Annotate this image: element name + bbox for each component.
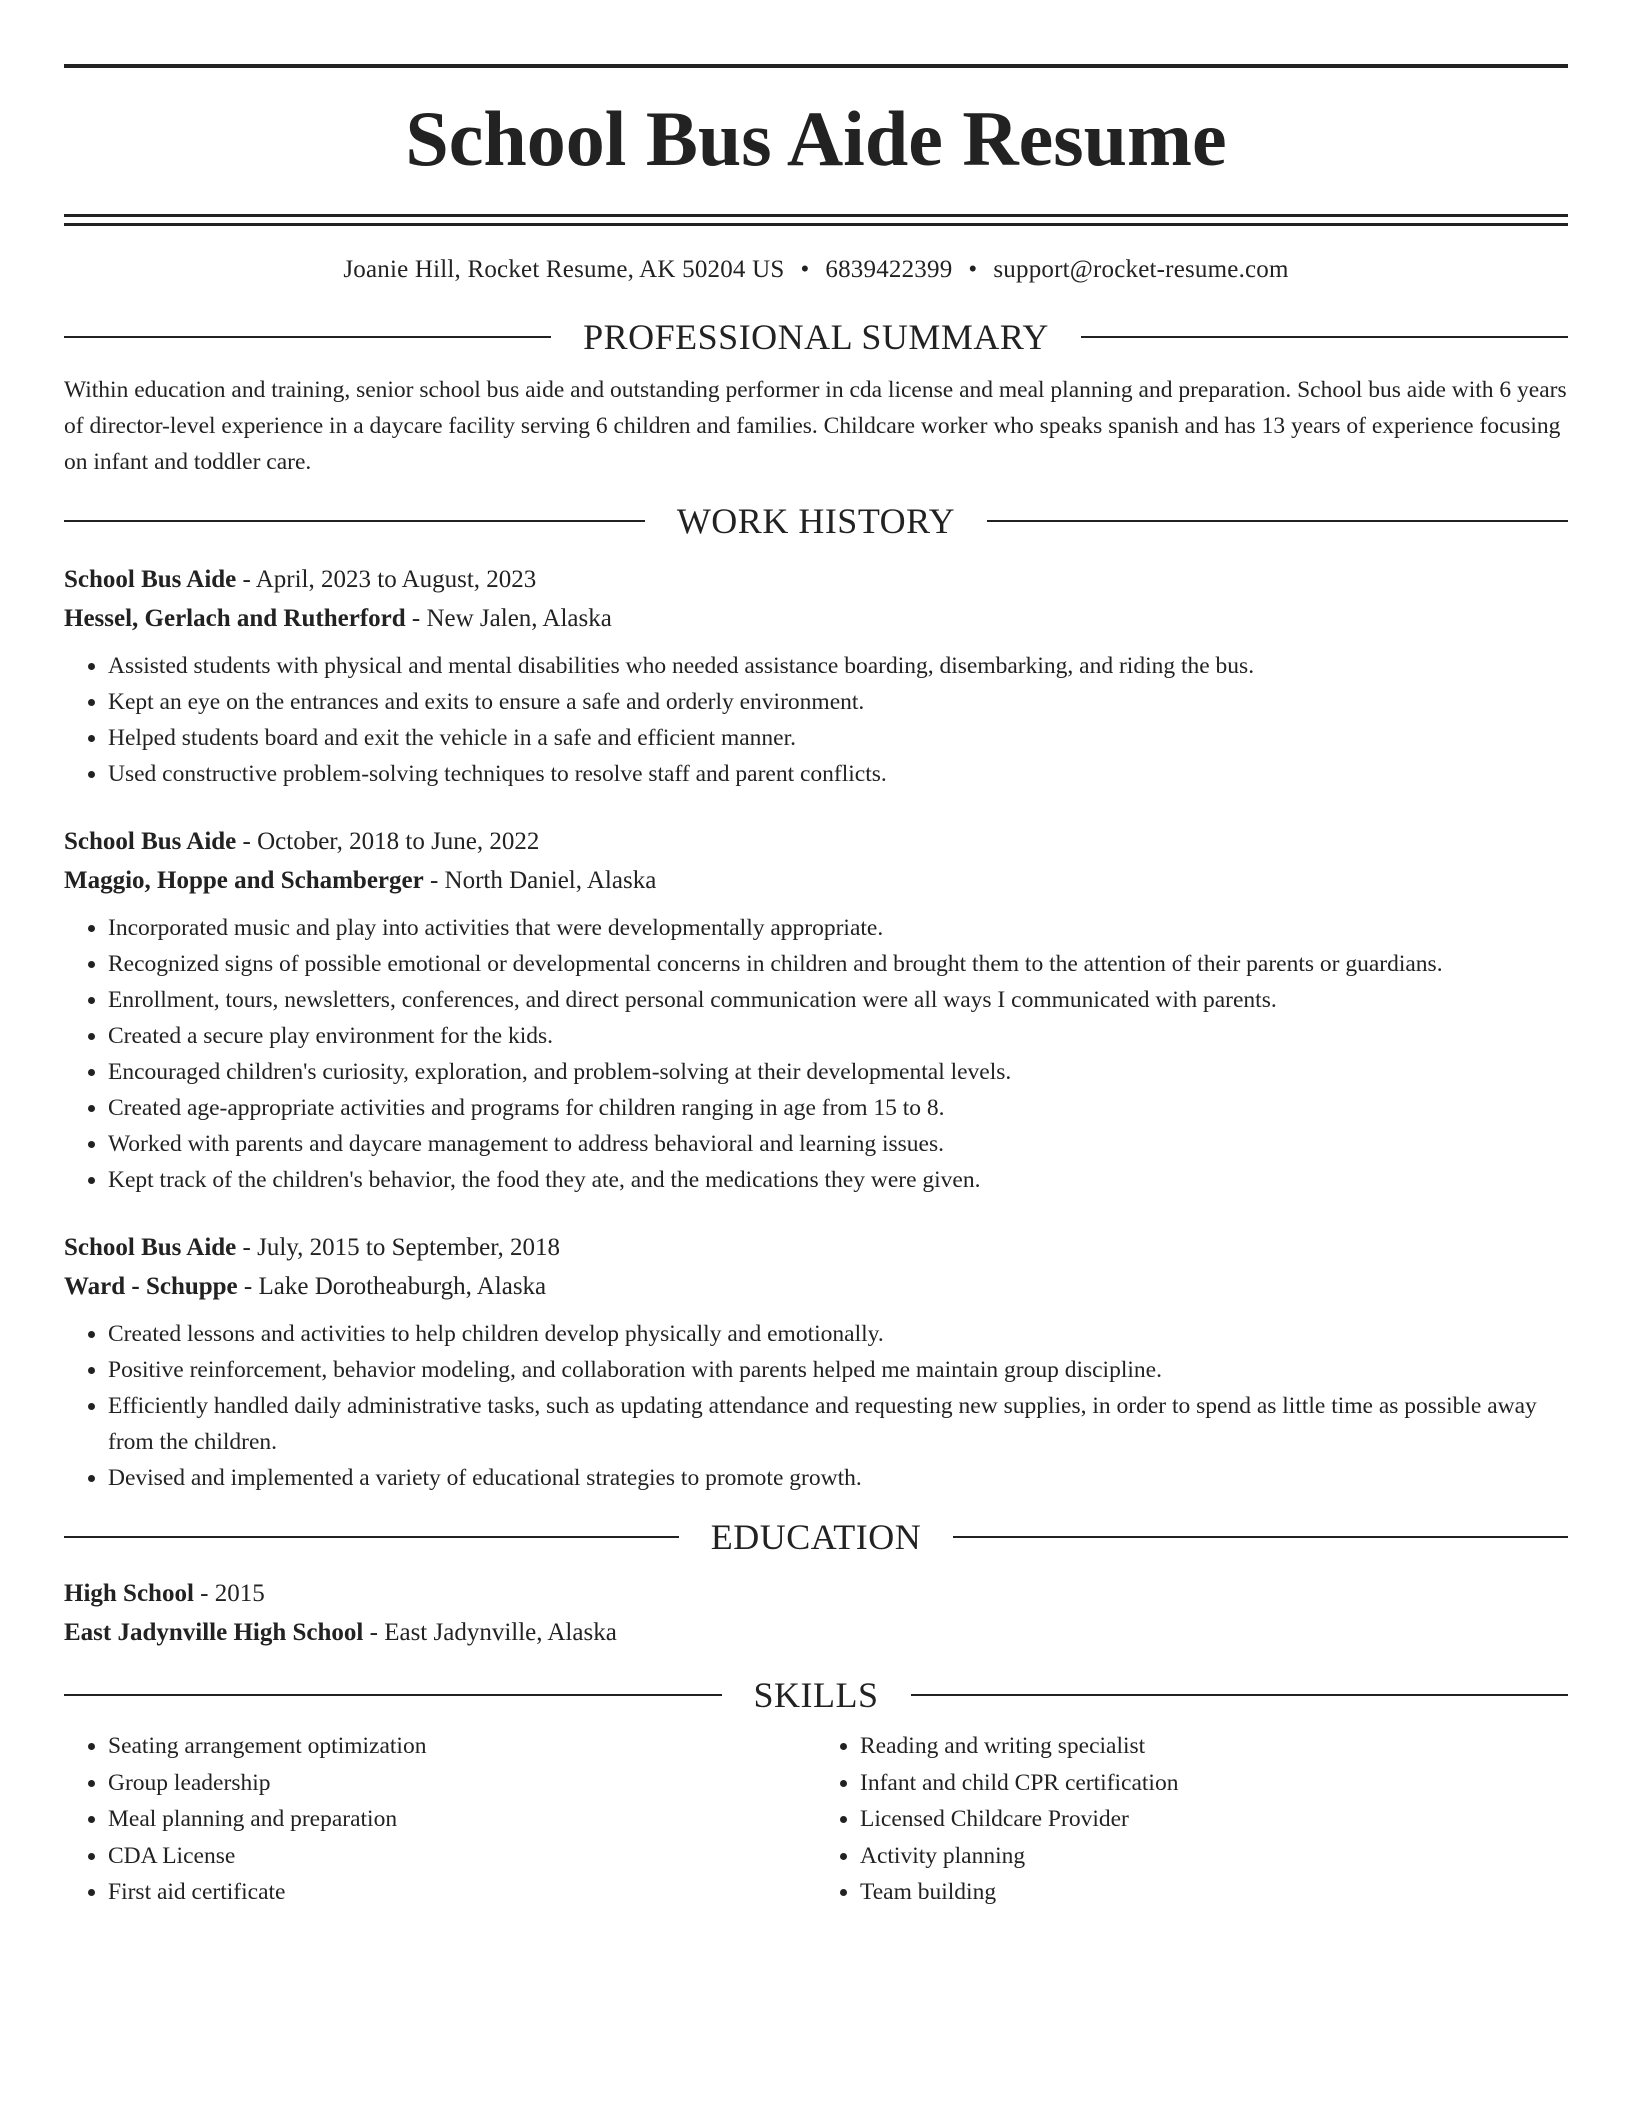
job-company: Maggio, Hoppe and Schamberger (64, 867, 424, 894)
divider (64, 336, 551, 338)
work-section-heading (64, 498, 1568, 544)
job-location: - Lake Dorotheaburgh, Alaska (237, 1273, 547, 1300)
education-school: East Jadynville High School (64, 1619, 364, 1646)
education-year: - 2015 (193, 1580, 265, 1607)
contact-address: Joanie Hill, Rocket Resume, AK 50204 US (343, 256, 785, 283)
job-dates: - July, 2015 to September, 2018 (236, 1234, 561, 1261)
list-item: • Assisted students with physical and mental disabilities who needed assistance boarding, disembarking, and riding the bus. (108, 648, 1568, 684)
education-heading-label: EDUCATION (710, 1517, 922, 1557)
list-item: • Group leadership (108, 1765, 816, 1802)
contact-email: support@rocket-resume.com (993, 256, 1289, 283)
divider (64, 520, 645, 522)
summary-section-heading (64, 314, 1568, 360)
list-item: • Activity planning (860, 1838, 1568, 1875)
list-item: • Kept track of the children's behavior, the food they ate, and the medications they were given. (108, 1162, 1568, 1198)
list-item: • Meal planning and preparation (108, 1801, 816, 1838)
list-item: • Helped students board and exit the vehicle in a safe and efficient manner. (108, 720, 1568, 756)
job-company: Ward - Schuppe (64, 1273, 238, 1300)
list-item: • Created a secure play environment for the kids. (108, 1018, 1568, 1054)
job-title: School Bus Aide (64, 566, 237, 593)
divider (64, 1694, 722, 1696)
contact-line (64, 256, 1568, 292)
list-item: • Infant and child CPR certification (860, 1765, 1568, 1802)
contact-separator: • (968, 256, 978, 283)
education-degree: High School (64, 1580, 194, 1607)
contact-phone: 6839422399 (825, 256, 953, 283)
list-item: • Created age-appropriate activities and programs for children ranging in age from 15 to 8. (108, 1090, 1568, 1126)
list-item: • Licensed Childcare Provider (860, 1801, 1568, 1838)
page-title: School Bus Aide Resume (405, 95, 1227, 182)
list-item: • Kept an eye on the entrances and exits to ensure a safe and orderly environment. (108, 684, 1568, 720)
list-item: • Encouraged children's curiosity, exploration, and problem-solving at their developmental levels. (108, 1054, 1568, 1090)
divider (953, 1536, 1568, 1538)
divider (64, 1536, 679, 1538)
list-item: • Incorporated music and play into activities that were developmentally appropriate. (108, 910, 1568, 946)
list-item: • Enrollment, tours, newsletters, conferences, and direct personal communication were all ways I communicated with parents. (108, 982, 1568, 1018)
job-location: - North Daniel, Alaska (423, 867, 657, 894)
job-location: - New Jalen, Alaska (405, 605, 612, 632)
list-item: • Used constructive problem-solving techniques to resolve staff and parent conflicts. (108, 756, 1568, 792)
skills-list-right (816, 1728, 1568, 1911)
job-title-line (64, 822, 1568, 861)
skills-list-left (64, 1728, 816, 1911)
divider (987, 520, 1568, 522)
job-entry-1 (64, 560, 1568, 792)
list-item: • CDA License (108, 1838, 816, 1875)
job-dates: - October, 2018 to June, 2022 (236, 828, 540, 855)
list-item: • Recognized signs of possible emotional or developmental concerns in children and brought them to the attention of their parents or guardians. (108, 946, 1568, 982)
list-item: • Positive reinforcement, behavior modeling, and collaboration with parents helped me maintain group discipline. (108, 1352, 1568, 1388)
summary-heading-label: PROFESSIONAL SUMMARY (583, 317, 1049, 357)
contact-separator: • (800, 256, 810, 283)
list-item: • Team building (860, 1874, 1568, 1911)
summary-text: Within education and training, senior school bus aide and outstanding performer in cda license and meal planning and preparation. School bus aide with 6 years of director-level experience in a daycare facility serving 6 children and families. Childcare worker who speaks spanish and has 13 years of experience focusing on infant and toddler care. (64, 377, 1567, 475)
education-degree-line (64, 1574, 1568, 1613)
education-section-heading (64, 1514, 1568, 1560)
skills-heading-label: SKILLS (753, 1675, 879, 1715)
list-item: • Efficiently handled daily administrative tasks, such as updating attendance and requesting new supplies, in order to spend as little time as possible away from the children. (108, 1388, 1568, 1460)
education-school-line (64, 1613, 1568, 1652)
job-entry-3 (64, 1228, 1568, 1496)
divider (911, 1694, 1569, 1696)
job-bullets (64, 910, 1568, 1198)
list-item: • Devised and implemented a variety of educational strategies to promote growth. (108, 1460, 1568, 1496)
job-company-line (64, 861, 1568, 900)
divider (1081, 336, 1568, 338)
job-bullets (64, 648, 1568, 792)
resume-page (64, 64, 1568, 1911)
job-title-line (64, 560, 1568, 599)
skills-section-heading (64, 1672, 1568, 1718)
top-rule (64, 64, 1568, 68)
job-company-line (64, 1267, 1568, 1306)
work-heading-label: WORK HISTORY (676, 501, 956, 541)
title-double-rule (64, 214, 1568, 226)
job-bullets (64, 1316, 1568, 1496)
job-company-line (64, 599, 1568, 638)
job-company: Hessel, Gerlach and Rutherford (64, 605, 406, 632)
list-item: • Reading and writing specialist (860, 1728, 1568, 1765)
education-entry (64, 1574, 1568, 1652)
job-title: School Bus Aide (64, 828, 237, 855)
list-item: • First aid certificate (108, 1874, 816, 1911)
job-title-line (64, 1228, 1568, 1267)
list-item: • Worked with parents and daycare management to address behavioral and learning issues. (108, 1126, 1568, 1162)
job-title: School Bus Aide (64, 1234, 237, 1261)
education-location: - East Jadynville, Alaska (363, 1619, 617, 1646)
job-entry-2 (64, 822, 1568, 1198)
list-item: • Seating arrangement optimization (108, 1728, 816, 1765)
job-dates: - April, 2023 to August, 2023 (236, 566, 537, 593)
skills-columns (64, 1728, 1568, 1911)
list-item: • Created lessons and activities to help children develop physically and emotionally. (108, 1316, 1568, 1352)
